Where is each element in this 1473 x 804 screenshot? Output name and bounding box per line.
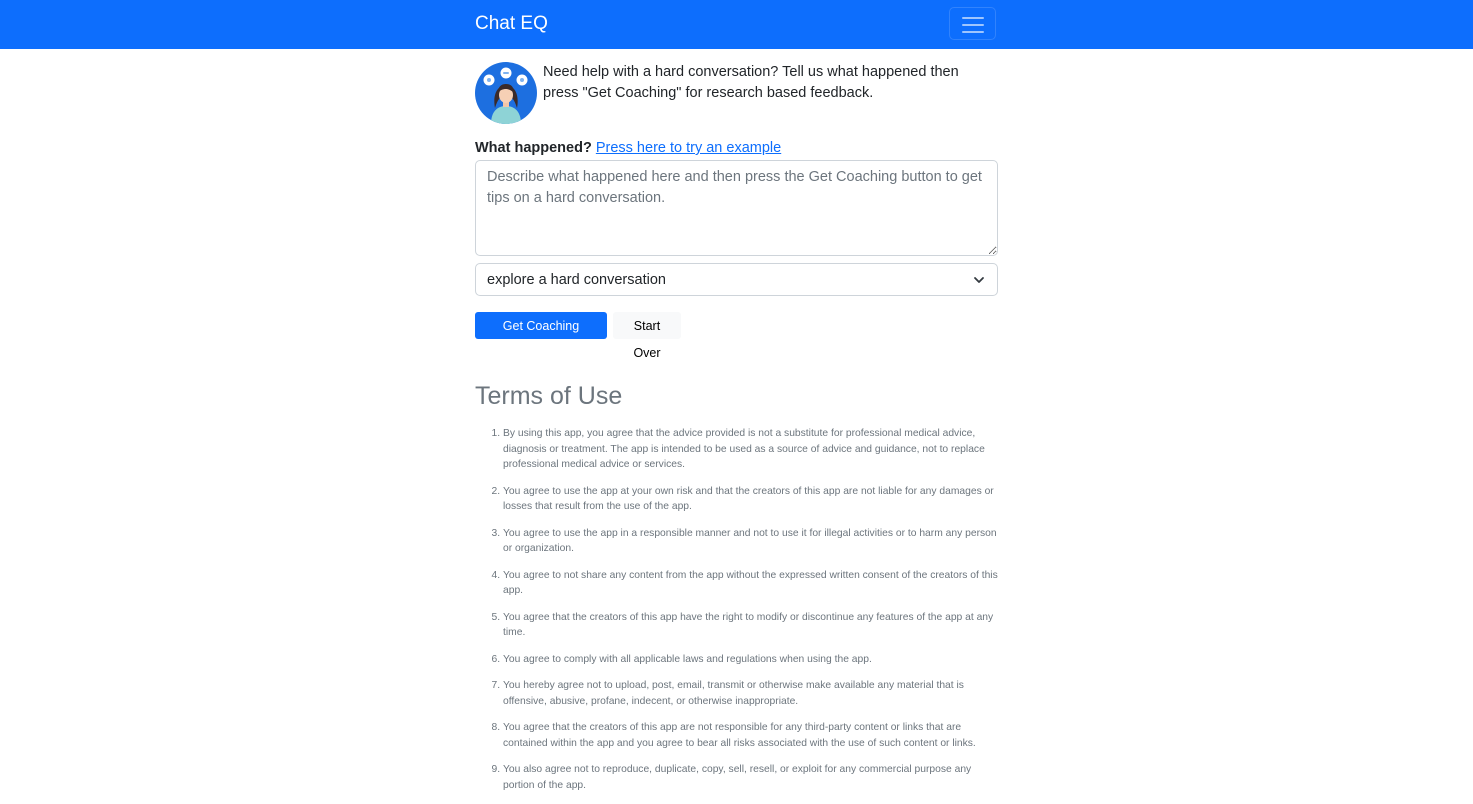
brand-link[interactable]: Chat EQ: [475, 13, 548, 34]
question-row: [475, 138, 781, 158]
terms-title: Terms of Use: [475, 382, 623, 410]
conversation-type-select[interactable]: [475, 263, 998, 296]
select-value: explore a hard conversation: [487, 272, 666, 288]
terms-item: 5. You agree that the creators of this app have the right to modify or discontinue any features of the app at any time.: [503, 610, 998, 641]
what-happened-textarea[interactable]: [475, 160, 998, 256]
navbar-toggler-button[interactable]: [949, 7, 996, 40]
terms-item: 3. You agree to use the app in a responsible manner and not to use it for illegal activities or to harm any person or organization.: [503, 526, 998, 557]
terms-item: 2. You agree to use the app at your own risk and that the creators of this app are not liable for any damages or losses that result from the use of the app.: [503, 484, 998, 515]
terms-item: 4. You agree to not share any content from the app without the expressed written consent of the creators of this app.: [503, 568, 998, 599]
navbar: [0, 0, 1473, 49]
terms-item: 9. You also agree not to reproduce, duplicate, copy, sell, resell, or exploit for any commercial purpose any portion of the app.: [503, 762, 998, 793]
terms-item: 6. You agree to comply with all applicable laws and regulations when using the app.: [503, 652, 998, 668]
terms-item: 8. You agree that the creators of this app are not responsible for any third-party content or links that are contained within the app and you agree to bear all risks associated with the use of such content or links.: [503, 720, 998, 751]
intro-text: Need help with a hard conversation? Tell us what happened then press "Get Coaching" for research based feedback.: [543, 64, 959, 101]
terms-item: 7. You hereby agree not to upload, post, email, transmit or otherwise make available any material that is offensive, abusive, profane, indecent, or otherwise inappropriate.: [503, 678, 998, 709]
terms-list: [475, 426, 998, 804]
chevron-down-icon: [973, 274, 985, 286]
start-over-button[interactable]: Start Over: [613, 312, 681, 339]
question-label: What happened?: [475, 140, 592, 156]
try-example-link[interactable]: Press here to try an example: [595, 140, 782, 156]
terms-item: 1. By using this app, you agree that the advice provided is not a substitute for professional medical advice, diagnosis or treatment. The app is intended to be used as a source of advice and guidance, not to replace professional medical advice or services.: [503, 426, 998, 473]
get-coaching-button[interactable]: Get Coaching: [475, 312, 607, 339]
woman-avatar-icon: [475, 62, 537, 124]
